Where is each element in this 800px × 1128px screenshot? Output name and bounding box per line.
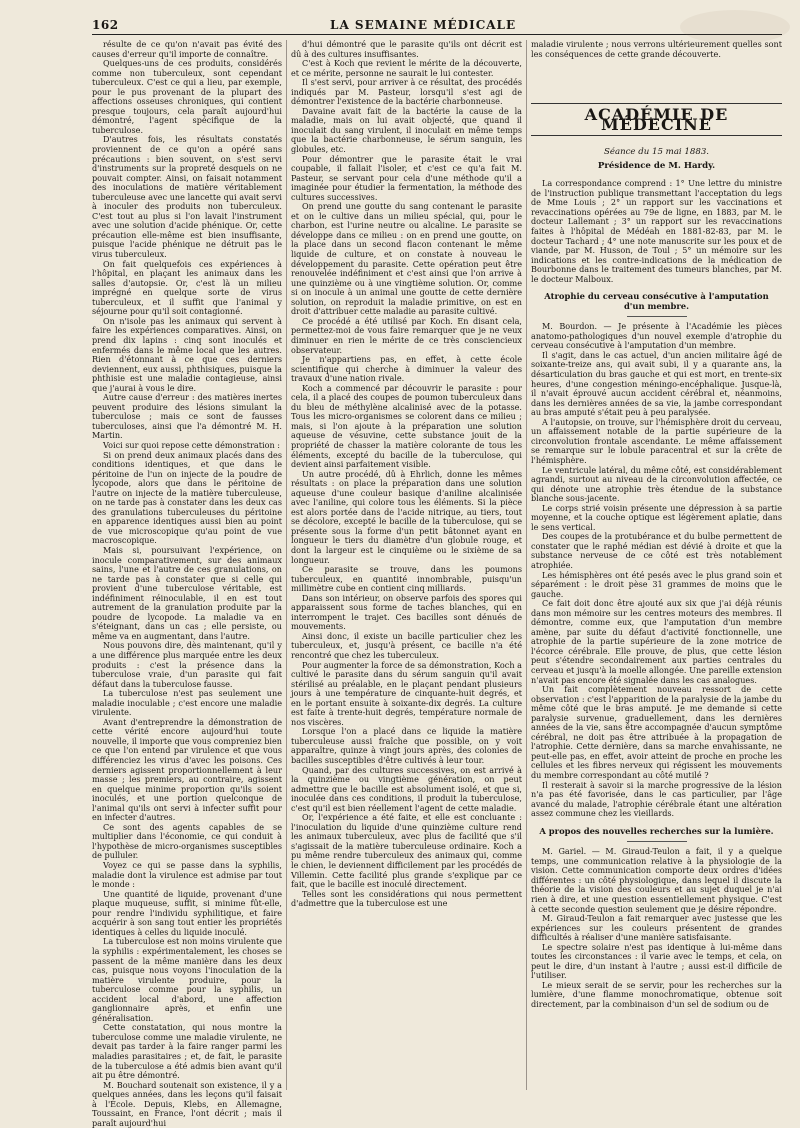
col2-paragraph: Pour augmenter la force de sa démonstration, Koch a cultivé le parasite dans du sérum sanguin qu'il avait stérilisé au préalable, en le plaçant pendant plusieurs jours à une température de cinquante-huit degrés, et en le portant ensuite à soixante-dix degrés. La culture est faite à trente-huit degrés, température normale de nos viscères. — [291, 659, 522, 727]
col1-paragraph: Voici sur quoi repose cette démonstration : — [103, 439, 280, 450]
col2-paragraph: Un autre procédé, dû à Ehrlich, donne les mêmes résultats : on place la préparation dans une solution aqueuse d'une couleur basique d'aniline alcalinisée avec l'aniline, qui colore tous les éléments. Si la pièce est alors portée dans de l'acide nitrique, au tiers, tout se décolore, excepté le bacille de la tuberculose, qui se présente sous la forme d'un petit bâtonnet ayant en longueur le tiers du diamètre d'un globule rouge, et dont la largeur est le cinquième ou le sixième de sa longueur. — [291, 468, 522, 565]
col2-paragraph: Pour démontrer que le parasite était le vrai coupable, il fallait l'isoler, et c'est ce qu'a fait M. Pasteur, se servant pour cela d'une méthode qu'il a imaginée pour étudier la fermentation, la méthode des cultures successives. — [291, 153, 522, 202]
presidence-line: Présidence de M. Hardy. — [597, 160, 716, 171]
col1-paragraph: Ce sont des agents capables de se multiplier dans l'économie, ce qui conduit à l'hypothèse de micro-organismes susceptibles de pulluler. — [92, 821, 282, 861]
col1-paragraph: Mais si, poursuivant l'expérience, on inocule comparativement, sur des animaux sains, l'une et l'autre de ces granulations, on ne tarde pas à constater que si celle qui provient d'une tuberculose véritable, est indéfiniment réinoculable, il en est tout autrement de la granulation produite par la poudre de lycopode. La maladie va en s'éteignant, dans un cas ; elle persiste, ou même va en augmentant, dans l'autre. — [92, 544, 282, 641]
sec1-paragraph: M. Bourdon. — Je présente à l'Académie les pièces anatomo-pathologiques d'un nouvel exemple d'atrophie du cerveau consécutive à l'amputation d'un membre. — [531, 321, 782, 351]
col1-paragraph: D'autres fois, les résultats constatés proviennent de ce qu'on a opéré sans précautions : bien souvent, on s'est servi d'instruments sur la propreté desquels on ne pouvait compter. Ainsi, on faisait notamment des inoculations de matière véritablement tuberculeuse avec une lancette qui avait servi à inoculer des produits non tuberculeux. C'est tout au plus si l'on lavait l'instrument avec une solution d'acide phénique. Or, cette précaution elle-même est bien insuffisante, puisque l'acide phénique ne détruit pas le virus tuberculeux. — [92, 134, 282, 260]
sec2-paragraph: Le mieux serait de se servir, pour les recherches sur la lumière, d'une flamme monochromatique, obtenue soit directement, par la combinaison d'un sel de sodium ou de — [531, 979, 782, 1009]
col2-paragraph: Koch a commencé par découvrir le parasite : pour cela, il a placé des coupes de poumon tuberculeux dans du bleu de méthylène alcalinisé avec de la potasse. Tous les micro-organismes se colorent dans ce milieu ; mais, si l'on ajoute à la préparation une solution aqueuse de vésuvine, cette substance jouit de la propriété de chasser la matière colorante de tous les éléments, excepté du bacille de la tuberculose, qui devient ainsi parfaitement visible. — [291, 382, 522, 470]
section-title-lumiere: A propos des nouvelles recherches sur la lumière. — [539, 825, 774, 836]
col2-paragraph: C'est à Koch que revient le mérite de la découverte, et ce mérite, personne ne saurait le lui contester. — [291, 58, 522, 78]
sec1-paragraph: A l'autopsie, on trouve, sur l'hémisphère droit du cerveau, un affaissement notable de la partie supérieure de la circonvolution frontale ascendante. Le même affaissement se remarque sur le lobule paracentral et sur la crête de l'hémisphère. — [531, 416, 782, 465]
sec1-paragraph: Des coupes de la protubérance et du bulbe permettent de constater que le raphé médian est dévié à droite et que la substance nerveuse de ce côté est très notablement atrophiée. — [531, 531, 782, 570]
sec1-paragraph: Le ventricule latéral, du même côté, est considérablement agrandi, surtout au niveau de la circonvolution affectée, ce qui dénote une atrophie très étendue de la substance blanche sous-jacente. — [531, 464, 782, 504]
sec1-paragraph: Le corps strié voisin présente une dépression à sa partie moyenne, et la couche optique est légèrement aplatie, dans le sens vertical. — [531, 502, 782, 532]
col1-paragraph: résulte de ce qu'on n'avait pas évité des causes d'erreur qu'il importe de connaître. — [92, 39, 282, 59]
col1-paragraph: Quelques-uns de ces produits, considérés comme non tuberculeux, sont cependant tuberculeux. C'est ce qui a lieu, par exemple, pour le pus provenant de la plupart des affections osseuses chroniques, qui contient presque toujours, cela paraît aujourd'hui démontré, l'agent spécifique de la tuberculose. — [92, 58, 282, 135]
column-divider — [526, 40, 527, 1090]
sec1-paragraph: Un fait complètement nouveau ressort de cette observation : c'est l'apparition de la paralysie de la jambe du même côté que le bras amputé. Je me demande si cette paralysie survenue, graduellement, dans les dernières années de la vie, sans être accompagnée d'aucun symptôme cérébral, ne doit pas être attribuée à la propagation de l'atrophie. Cette dernière, dans sa marche envahissante, ne peut-elle pas, en effet, avoir atteint de proche en proche les cellules et les fibres nerveux qui régissent les mouvements du membre correspondant au côté mutilé ? — [531, 684, 782, 780]
col2-paragraph: Ce parasite se trouve, dans les poumons tuberculeux, en quantité innombrable, puisqu'un millimètre cube en contient cinq milliards. — [291, 564, 522, 594]
col1-paragraph: Autre cause d'erreur : des matières inertes peuvent produire des lésions simulant la tuberculose ; mais ce sont de fausses tuberculoses, ainsi que l'a démontré M. H. Martin. — [92, 392, 282, 441]
col2-paragraph: d'hui démontré que le parasite qu'ils ont décrit est dû à des cultures insuffisantes. — [291, 39, 522, 59]
academy-heading: ACADÉMIE DE MÉDECINE — [531, 103, 782, 136]
column-divider — [286, 40, 287, 1090]
col1-paragraph: On n'isole pas les animaux qui servent à faire les expériences comparatives. Ainsi, on prend dix lapins : cinq sont inoculés et enfermés dans le même local que les autres. Rien d'étonnant à ce que ces derniers deviennent, eux aussi, phthisiques, puisque la phthisie est une maladie contagieuse, ainsi que j'aurai à vous le dire. — [92, 315, 282, 393]
page-number: 162 — [92, 18, 119, 32]
col1-paragraph: Cette constatation, qui nous montre la tuberculose comme une maladie virulente, ne devait pas tarder à la faire ranger parmi les maladies parasitaires ; et, de fait, le parasite de la tuberculose a été admis bien avant qu'il ait pu être démontré. — [92, 1022, 282, 1081]
column-1 — [92, 39, 282, 1128]
col2-paragraph: Je n'appartiens pas, en effet, à cette école scientifique qui cherche à diminuer la valeur des travaux d'une nation rivale. — [291, 354, 522, 384]
sec1-paragraph: Il resterait à savoir si la marche progressive de la lésion n'a pas été favorisée, dans le cas particulier, par l'âge avancé du malade, l'atrophie cérébrale étant une altération assez commune chez les vieillards. — [531, 779, 782, 819]
col1-paragraph: On fait quelquefois ces expériences à l'hôpital, en plaçant les animaux dans les salles d'autopsie. Or, c'est là un milieu imprégné en quelque sorte de virus tuberculeux, et il suffit que l'animal y séjourne pour qu'il soit contagionné. — [92, 258, 282, 317]
column-3 — [531, 40, 782, 1100]
section-title-atrophie: Atrophie du cerveau consécutive à l'amputation d'un membre. — [544, 291, 769, 311]
sec1-paragraph: Il s'agit, dans le cas actuel, d'un ancien militaire âgé de soixante-treize ans, qui avait subi, il y a quarante ans, la désarticulation du bras gauche et qui est mort, en trente-six heures, d'une congestion méningo-encéphalique. Jusque-là, il n'avait éprouvé aucun accident cérébral et, néanmoins, dans les dernières années de sa vie, la jambe correspondant au bras amputé s'était peu à peu paralysée. — [531, 349, 782, 418]
col1-paragraph: Avant d'entreprendre la démonstration de cette vérité encore aujourd'hui toute nouvelle, il importe que vous compreniez bien ce que l'on entend par virulence et que vous différenciez les virus d'avec les poisons. Ces derniers agissent proportionnellement à leur masse ; les premiers, au contraire, agissent en quelque minime proportion qu'ils soient inoculés, et une portion quelconque de l'animal qu'ils ont servi à infecter suffit pour en infecter d'autres. — [92, 716, 282, 823]
col2-paragraph: On prend une goutte du sang contenant le parasite et on le cultive dans un milieu spécial, qui, pour le charbon, est l'urine neutre ou alcaline. Le parasite se développe dans ce milieu : on en prend une goutte, on la place dans un second flacon contenant le même liquide de culture, et on constate à nouveau le développement du parasite. Cette opération peut être renouvelée indéfiniment et c'est ainsi que l'on arrive à une quinzième ou à une vingtième solution. Or, comme si on inocule à un animal une goutte de cette dernière solution, on reproduit la maladie primitive, on est en droit d'attribuer cette maladie au parasite cultivé. — [291, 201, 522, 317]
section-atrophie-body — [531, 322, 782, 818]
col1-paragraph: La tuberculose n'est pas seulement une maladie inoculable ; c'est encore une maladie virulente. — [92, 688, 282, 718]
section-rule — [627, 316, 687, 317]
sec2-paragraph: M. Giraud-Teulon a fait remarquer avec justesse que les expériences sur les couleurs présentent de grandes difficultés à réaliser d'une manière satisfaisante. — [531, 913, 782, 943]
col1-paragraph: Si on prend deux animaux placés dans des conditions identiques, et que dans le péritoine de l'un on injecte de la poudre de lycopode, alors que dans le péritoine de l'autre on injecte de la matière tuberculeuse, on ne tarde pas à constater dans les deux cas des granulations tuberculeuses du péritoine en apparence identiques aussi bien au point de vue microscopique qu'au point de vue macroscopique. — [92, 449, 282, 546]
col2-paragraph: Ce procédé a été utilisé par Koch. En disant cela, permettez-moi de vous faire remarquer que je ne veux diminuer en rien le mérite de ce très consciencieux observateur. — [291, 315, 522, 355]
seance-date: Séance du 15 mai 1883. — [603, 147, 710, 158]
col2-paragraph: Il s'est servi, pour arriver à ce résultat, des procédés indiqués par M. Pasteur, lorsqu'il s'est agi de démontrer l'existence de la bactérie charbonneuse. — [291, 77, 522, 107]
col2-paragraph: Dans son intérieur, on observe parfois des spores qui apparaissent sous forme de taches blanches, qui en interrompent le trajet. Ces bacilles sont dénués de mouvements. — [291, 592, 522, 632]
sec2-paragraph: M. Gariel. — M. Giraud-Teulon a fait, il y a quelque temps, une communication relative à la physiologie de la vision. Cette communication comporte deux ordres d'idées différentes : un côté physiologique, dans lequel il discute la théorie de la vision des couleurs et au sujet duquel je n'ai rien à dire, et une question essentiellement physique. C'est à cette seconde question seulement que je désire répondre. — [531, 846, 782, 914]
correspondance-paragraph: La correspondance comprend : 1° Une lettre du ministre de l'instruction publique transmettant l'acceptation du legs de Mme Louis ; 2° un rapport sur les vaccinations et revaccinations opérées au 79e de ligne, en 1883, par M. le docteur Lallemant ; 3° un rapport sur les revaccinations faites à l'hôpital de Médéah en 1881-82-83, par M. le docteur Tachard ; 4° une note manuscrite sur les poux et de viande, par M. Husson, de Toul ; 5° un mémoire sur les indications et les contre-indications de la médication de Bourbonne dans le traitement des tumeurs blanches, par M. le docteur Malboux. — [531, 178, 782, 284]
journal-title: LA SEMAINE MÉDICALE — [330, 18, 517, 32]
col1-paragraph: Une quantité de liquide, provenant d'une plaque muqueuse, suffit, si minime fût-elle, pour rendre l'individu syphilitique, et faire acquérir à son sang tout entier les propriétés identiques à celles du liquide inoculé. — [92, 888, 282, 937]
col2-paragraph: Lorsque l'on a placé dans ce liquide la matière tuberculeuse aussi fraîche que possible, on y voit apparaître, quinze à vingt jours après, des colonies de bacilles susceptibles d'être cultivés à leur tour. — [291, 726, 522, 766]
col1-paragraph: Voyez ce qui se passe dans la syphilis, maladie dont la virulence est admise par tout le monde : — [92, 860, 282, 890]
column-3-intro: maladie virulente ; nous verrons ultérieurement quelles sont les conséquences de cette grande découverte. — [531, 39, 782, 59]
col2-paragraph: Ainsi donc, il existe un bacille particulier chez les tuberculeux, et, jusqu'à présent, ce bacille n'a été rencontré que chez les tuberculeux. — [291, 630, 522, 660]
col1-paragraph: M. Bouchard soutenait son existence, il y a quelques années, dans les leçons qu'il faisait à l'École. Depuis, Klebs, en Allemagne, Toussaint, en France, l'ont décrit ; mais il paraît aujourd'hui — [92, 1079, 282, 1128]
col1-paragraph: La tuberculose est non moins virulente que la syphilis : expérimentalement, les choses se passent de la même manière dans les deux cas, puisque nous voyons l'inoculation de la matière virulente produire, pour la tuberculose comme pour la syphilis, un accident local d'abord, une affection ganglionnaire après, et enfin une généralisation. — [92, 936, 282, 1023]
sec2-paragraph: Le spectre solaire n'est pas identique à lui-même dans toutes les circonstances : il varie avec le temps, et cela, on peut le dire, d'un instant à l'autre ; aussi est-il difficile de l'utiliser. — [531, 941, 782, 981]
col2-paragraph: Quand, par des cultures successives, on est arrivé à la quinzième ou vingtième génération, on peut admettre que le bacille est absolument isolé, et que si, inoculée dans ces conditions, il produit la tuberculose, c'est qu'il est bien réellement l'agent de cette maladie. — [291, 764, 522, 813]
sec1-paragraph: Les hémisphères ont été pesés avec le plus grand soin et séparément : le droit pèse 31 grammes de moins que le gauche. — [531, 569, 782, 599]
col2-paragraph: Davaine avait fait de la bactérie la cause de la maladie, mais on lui avait objecté, que quand il inoculait du sang virulent, il inoculait en même temps que la bactérie charbonneuse, le sérum sanguin, les globules, etc. — [291, 105, 522, 155]
col1-paragraph: Nous pouvons dire, dès maintenant, qu'il y a une différence plus marquée entre les deux produits : c'est la présence dans la tuberculose vraie, d'un parasite qui fait défaut dans la tuberculose fausse. — [92, 640, 282, 689]
section-rule — [627, 841, 687, 842]
col2-paragraph: Or, l'expérience a été faite, et elle est concluante : l'inoculation du liquide d'une quinzième culture rend les animaux tuberculeux, avec plus de facilité que s'il s'agissait de la matière tuberculeuse ordinaire. Koch a pu même rendre tuberculeux des animaux qui, comme le chien, le deviennent difficilement par les procédés de Villemin. Cette facilité plus grande s'explique par ce fait, que le bacille est inoculé directement. — [291, 812, 522, 890]
section-lumiere-body — [531, 847, 782, 1009]
col2-paragraph: Telles sont les considérations qui nous permettent d'admettre que la tuberculose est une — [291, 888, 522, 909]
header-rule — [92, 34, 782, 35]
sec1-paragraph: Ce fait doit donc être ajouté aux six que j'ai déjà réunis dans mon mémoire sur les centres moteurs des membres. Il démontre, comme eux, que l'amputation d'un membre amène, par suite du défaut d'activité fonctionnelle, une atrophie de la partie supérieure de la zone motrice de l'écorce cérébrale. Elle prouve, de plus, que cette lésion peut s'étendre secondairement aux parties centrales du cerveau et jusqu'à la moelle allongée. Une pareille extension n'avait pas encore été signalée dans les cas analogues. — [531, 598, 782, 685]
column-2 — [291, 40, 522, 1100]
